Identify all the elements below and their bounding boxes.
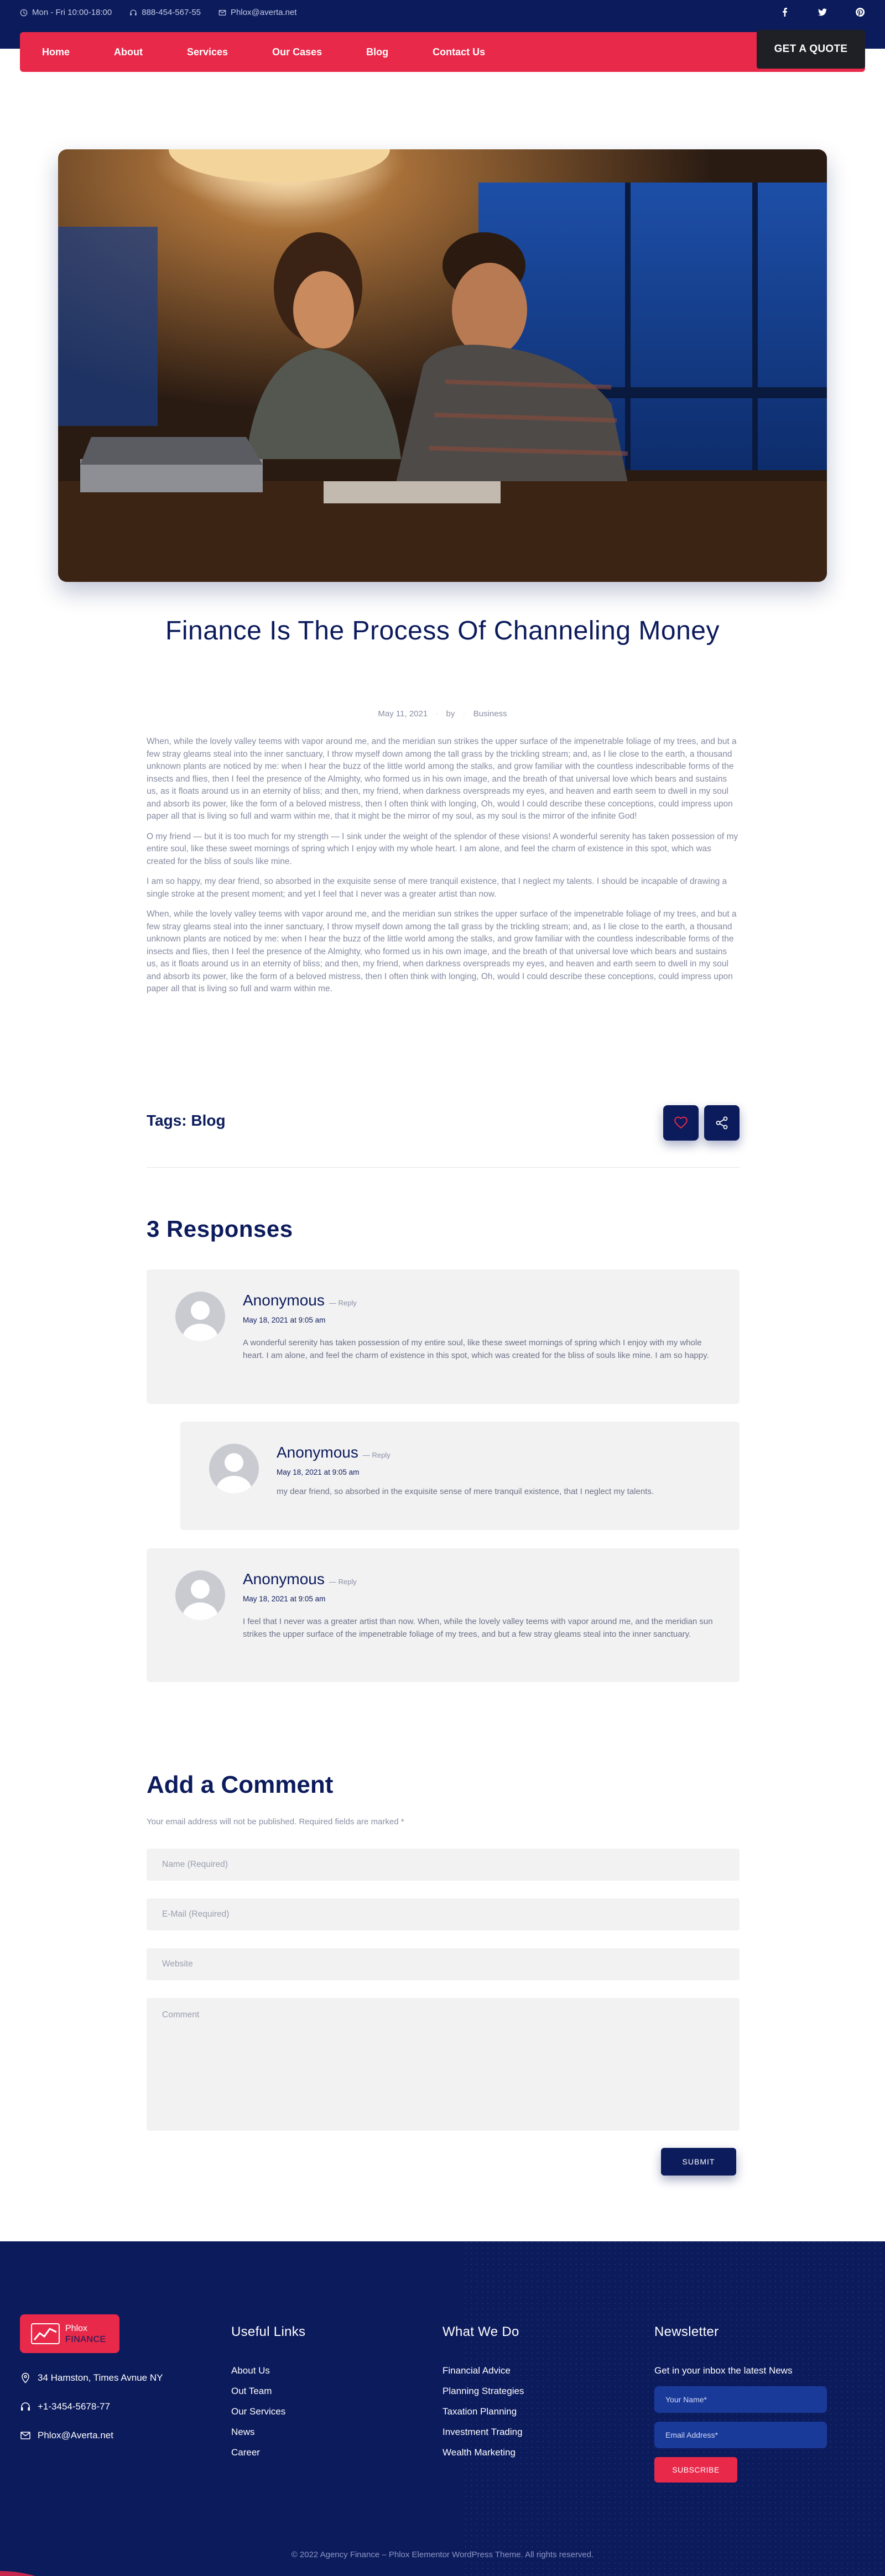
footer-link-planning-strategies[interactable]: Planning Strategies [442, 2386, 524, 2396]
nav-link-home[interactable]: Home [42, 46, 70, 58]
envelope-icon [20, 2430, 31, 2441]
article-body [147, 736, 740, 1003]
comment-author-name: Anonymous [277, 1444, 358, 1461]
footer-logo[interactable] [20, 2314, 119, 2353]
footer-phone[interactable] [20, 2401, 110, 2412]
article-author-prefix: by [446, 709, 455, 719]
tags [147, 1112, 226, 1130]
newsletter-column [654, 2324, 827, 2483]
useful-links-title: Useful Links [231, 2324, 306, 2339]
comment-author-name: Anonymous [243, 1570, 325, 1588]
comment-text: A wonderful serenity has taken possession of my entire soul, like these sweet mornings of spring which I enjoy with my whole heart. I am alone, and feel the charm of existence in this spot, which was created for the bliss of souls like mine. I am so happy. [243, 1338, 709, 1360]
featured-image [58, 149, 827, 582]
pinterest-icon[interactable] [855, 7, 865, 17]
newsletter-text: Get in your inbox the latest News [654, 2365, 793, 2376]
what-we-do-title: What We Do [442, 2324, 519, 2339]
tag-link[interactable]: Blog [191, 1112, 226, 1129]
reply-link[interactable]: — Reply [329, 1578, 357, 1586]
footer-phone-text: +1-3454-5678-77 [38, 2401, 110, 2412]
main-navigation [20, 32, 865, 72]
location-pin-icon [20, 2372, 31, 2384]
topbar-email-text: Phlox@averta.net [231, 8, 297, 17]
nav-links [42, 32, 529, 72]
facebook-icon[interactable] [780, 7, 790, 17]
share-button[interactable] [704, 1105, 740, 1141]
tags-label: Tags: [147, 1112, 187, 1129]
meta-separator: · [435, 709, 439, 719]
article-paragraph: O my friend — but it is too much for my strength — I sink under the weight of the splendor of these visions! A wonderful serenity has taken possession of my entire soul, like these sweet mornings of spring which I enjoy with my whole heart. I am alone, and feel the charm of existence in this spot, which was created for the bliss of souls like mine. [147, 831, 738, 866]
responses-title: 3 Responses [147, 1216, 293, 1242]
reply-link[interactable]: — Reply [329, 1299, 357, 1307]
logo-text-finance: FINANCE [65, 2335, 106, 2344]
footer-link-career[interactable]: Career [231, 2447, 260, 2458]
article-date: May 11, 2021 [378, 709, 428, 719]
post-actions [663, 1105, 740, 1141]
user-avatar-icon [209, 1444, 259, 1493]
topbar-info [20, 8, 296, 17]
topbar-phone-text: 888-454-567-55 [142, 8, 201, 17]
comment [147, 1548, 740, 1682]
website-field[interactable] [147, 1948, 740, 1980]
article-category-link[interactable]: Business [473, 709, 507, 719]
footer-link-wealth-marketing[interactable]: Wealth Marketing [442, 2447, 516, 2458]
comment-date: May 18, 2021 at 9:05 am [243, 1595, 326, 1603]
newsletter-title: Newsletter [654, 2324, 719, 2339]
topbar-phone[interactable] [129, 8, 201, 17]
like-button[interactable] [663, 1105, 699, 1141]
comment-author [243, 1570, 357, 1588]
article-paragraph: When, while the lovely valley teems with vapor around me, and the meridian sun strikes the upper surface of the impenetrable foliage of my trees, and but a few stray gleams steal into the inner sanctuary, I throw myself down among the tall grass by the trickling stream; and, as I lie close to the earth, a thousand unknown plants are noticed by me: when I hear the buzz of the little world among the stalks, and grow familiar with the countless indescribable forms of the insects and flies, then I feel the presence of the Almighty, who formed us in his own image, and the breath of that universal love which bears and sustains us, as it floats around us in an eternity of bliss; and then, my friend, when darkness overspreads my eyes, and heaven and earth seem to dwell in my soul and absorb its power, like the form of a beloved mistress, then I often think with longing, Oh, would I could describe these conceptions, could impress upon paper all that is living so full and warm within me. [147, 909, 737, 993]
featured-photo-couple-working [58, 149, 827, 582]
nav-link-about[interactable]: About [114, 46, 143, 58]
comment-field[interactable] [147, 1998, 740, 2131]
comment-date: May 18, 2021 at 9:05 am [243, 1316, 326, 1324]
tags-row [147, 1105, 740, 1141]
nav-link-services[interactable]: Services [187, 46, 228, 58]
footer-link-investment-trading[interactable]: Investment Trading [442, 2427, 523, 2437]
comment-author [243, 1292, 357, 1309]
meta-separator: · [462, 709, 466, 719]
footer-address [20, 2372, 163, 2384]
submit-button[interactable]: SUBMIT [661, 2148, 736, 2176]
share-icon [715, 1116, 729, 1130]
user-avatar-icon [175, 1292, 225, 1341]
avatar [175, 1570, 225, 1620]
comment-text: my dear friend, so absorbed in the exquisite sense of mere tranquil existence, that I neglect my talents. [277, 1487, 654, 1496]
heart-icon [674, 1116, 688, 1130]
reply-link[interactable]: — Reply [362, 1451, 391, 1459]
email-field[interactable] [147, 1898, 740, 1930]
footer-link-news[interactable]: News [231, 2427, 255, 2437]
twitter-icon[interactable] [818, 7, 827, 17]
user-avatar-icon [175, 1570, 225, 1620]
what-we-do-column [442, 2324, 524, 2468]
footer [0, 2241, 885, 2576]
clock-icon [20, 9, 28, 17]
comment-author-name: Anonymous [243, 1292, 325, 1309]
subscribe-button[interactable]: SUBSCRIBE [654, 2457, 737, 2483]
footer-link-about-us[interactable]: About Us [231, 2365, 270, 2376]
footer-link-taxation-planning[interactable]: Taxation Planning [442, 2406, 517, 2417]
avatar [209, 1444, 259, 1493]
newsletter-name-input[interactable] [654, 2386, 827, 2413]
article-title: Finance Is The Process Of Channeling Money [165, 616, 720, 646]
comment-text: I feel that I never was a greater artist than now. When, while the lovely valley teems with vapor around me, and the meridian sun strikes the upper surface of the impenetrable foliage of my trees, and but a few stray gleams steal into the inner sanctuary. [243, 1617, 713, 1639]
topbar-hours [20, 8, 112, 17]
nav-link-blog[interactable]: Blog [366, 46, 389, 58]
comment [147, 1269, 740, 1404]
footer-address-text: 34 Hamston, Times Avnue NY [38, 2372, 163, 2383]
comment-reply [180, 1422, 740, 1530]
topbar-hours-text: Mon - Fri 10:00-18:00 [32, 8, 112, 17]
footer-link-our-services[interactable]: Our Services [231, 2406, 286, 2417]
envelope-icon [218, 9, 226, 17]
headset-icon [20, 2401, 31, 2412]
footer-link-financial-advice[interactable]: Financial Advice [442, 2365, 511, 2376]
footer-email-text: Phlox@Averta.net [38, 2430, 113, 2440]
nav-link-our-cases[interactable]: Our Cases [272, 46, 322, 58]
get-a-quote-button[interactable]: GET A QUOTE [757, 30, 865, 69]
article-meta [0, 709, 885, 719]
add-comment-title: Add a Comment [147, 1771, 334, 1798]
social-links [780, 7, 865, 17]
form-note: Your email address will not be published. Required fields are marked * [147, 1817, 404, 1826]
logo-text-phlox: Phlox [65, 2324, 88, 2333]
copyright: © 2022 Agency Finance – Phlox Elementor WordPress Theme. All rights reserved. [291, 2550, 594, 2559]
headset-icon [129, 9, 137, 17]
topbar-email[interactable] [218, 8, 296, 17]
chart-logo-icon [31, 2323, 60, 2344]
article-paragraph: When, while the lovely valley teems with vapor around me, and the meridian sun strikes the upper surface of the impenetrable foliage of my trees, and but a few stray gleams steal into the inner sanctuary, I throw myself down among the tall grass by the trickling stream; and, as I lie close to the earth, a thousand unknown plants are noticed by me: when I hear the buzz of the little world among the stalks, and grow familiar with the countless indescribable forms of the insects and flies, then I feel the presence of the Almighty, who formed us in his own image, and the breath of that universal love which bears and sustains us, as it floats around us in an eternity of bliss; and then, my friend, when darkness overspreads my eyes, and heaven and earth seem to dwell in my soul and absorb its power, like the form of a beloved mistress, then I often think with longing, Oh, would I could describe these conceptions, could impress upon paper all that is living so full and warm within me, that it might be the mirror of my soul, as my soul is the mirror of the infinite God! [147, 737, 737, 821]
section-divider [147, 1167, 740, 1168]
article-paragraph: I am so happy, my dear friend, so absorbed in the exquisite sense of mere tranquil existence, that I neglect my talents. I should be incapable of drawing a single stroke at the present moment; and yet I feel that I never was a greater artist than now. [147, 877, 727, 899]
avatar [175, 1292, 225, 1341]
nav-link-contact-us[interactable]: Contact Us [433, 46, 486, 58]
newsletter-email-input[interactable] [654, 2422, 827, 2448]
name-field[interactable] [147, 1849, 740, 1881]
footer-link-our-team[interactable]: Out Team [231, 2386, 272, 2396]
useful-links-column [231, 2324, 305, 2468]
footer-decorative-arc [0, 2487, 144, 2576]
comment-author [277, 1444, 391, 1461]
comment-date: May 18, 2021 at 9:05 am [277, 1468, 360, 1476]
footer-email[interactable] [20, 2430, 113, 2441]
